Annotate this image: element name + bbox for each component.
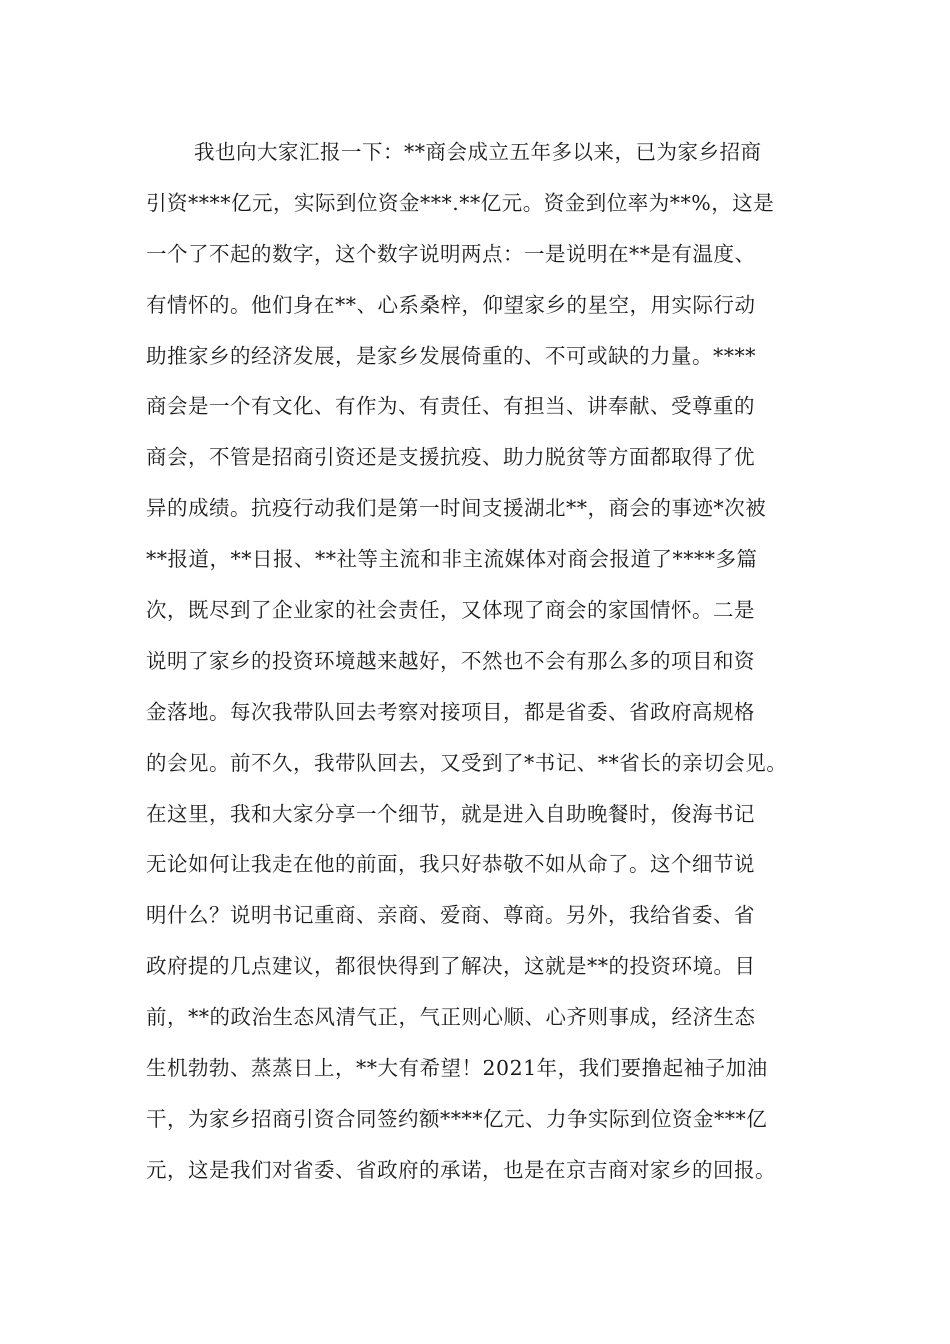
- paragraph-line: 元，这是我们对省委、省政府的承诺，也是在京吉商对家乡的回报。: [146, 1157, 776, 1182]
- paragraph-line: 在这里，我和大家分享一个细节，就是进入自助晚餐时，俊海书记: [146, 801, 755, 826]
- paragraph-line: 金落地。每次我带队回去考察对接项目，都是省委、省政府高规格: [146, 699, 755, 724]
- paragraph-line: 的会见。前不久，我带队回去，又受到了*书记、**省长的亲切会见。: [146, 750, 788, 775]
- paragraph-line: 生机勃勃、蒸蒸日上，**大有希望！2021年，我们要撸起袖子加油: [146, 1056, 768, 1081]
- paragraph-line: 政府提的几点建议，都很快得到了解决，这就是**的投资环境。目: [146, 954, 756, 979]
- paragraph-line: 干，为家乡招商引资合同签约额****亿元、力争实际到位资金***亿: [146, 1106, 768, 1131]
- paragraph-line: **报道，**日报、**社等主流和非主流媒体对商会报道了****多篇: [146, 547, 758, 572]
- paragraph-line: 无论如何让我走在他的前面，我只好恭敬不如从命了。这个细节说: [146, 852, 755, 877]
- paragraph-line: 明什么？说明书记重商、亲商、爱商、尊商。另外，我给省委、省: [146, 903, 755, 928]
- paragraph-line: 说明了家乡的投资环境越来越好，不然也不会有那么多的项目和资: [146, 648, 755, 673]
- paragraph-line: 前，**的政治生态风清气正，气正则心顺、心齐则事成，经济生态: [146, 1005, 756, 1030]
- speech-paragraph: [146, 134, 836, 1203]
- paragraph-line: 一个了不起的数字，这个数字说明两点：一是说明在**是有温度、: [146, 241, 756, 266]
- paragraph-line: 我也向大家汇报一下：**商会成立五年多以来，已为家乡招商: [194, 140, 762, 164]
- paragraph-line: 商会，不管是招商引资还是支援抗疫、助力脱贫等方面都取得了优: [146, 445, 755, 470]
- paragraph-line: 引资****亿元，实际到位资金***.**亿元。资金到位率为**%，这是: [146, 190, 775, 215]
- paragraph-line: 异的成绩。抗疫行动我们是第一时间支援湖北**，商会的事迹*次被: [146, 496, 767, 521]
- paragraph-line: 商会是一个有文化、有作为、有责任、有担当、讲奉献、受尊重的: [146, 394, 755, 419]
- paragraph-line: 有情怀的。他们身在**、心系桑梓，仰望家乡的星空，用实际行动: [146, 292, 756, 317]
- paragraph-line: 助推家乡的经济发展，是家乡发展倚重的、不可或缺的力量。****: [146, 343, 756, 368]
- paragraph-line: 次，既尽到了企业家的社会责任，又体现了商会的家国情怀。二是: [146, 598, 755, 623]
